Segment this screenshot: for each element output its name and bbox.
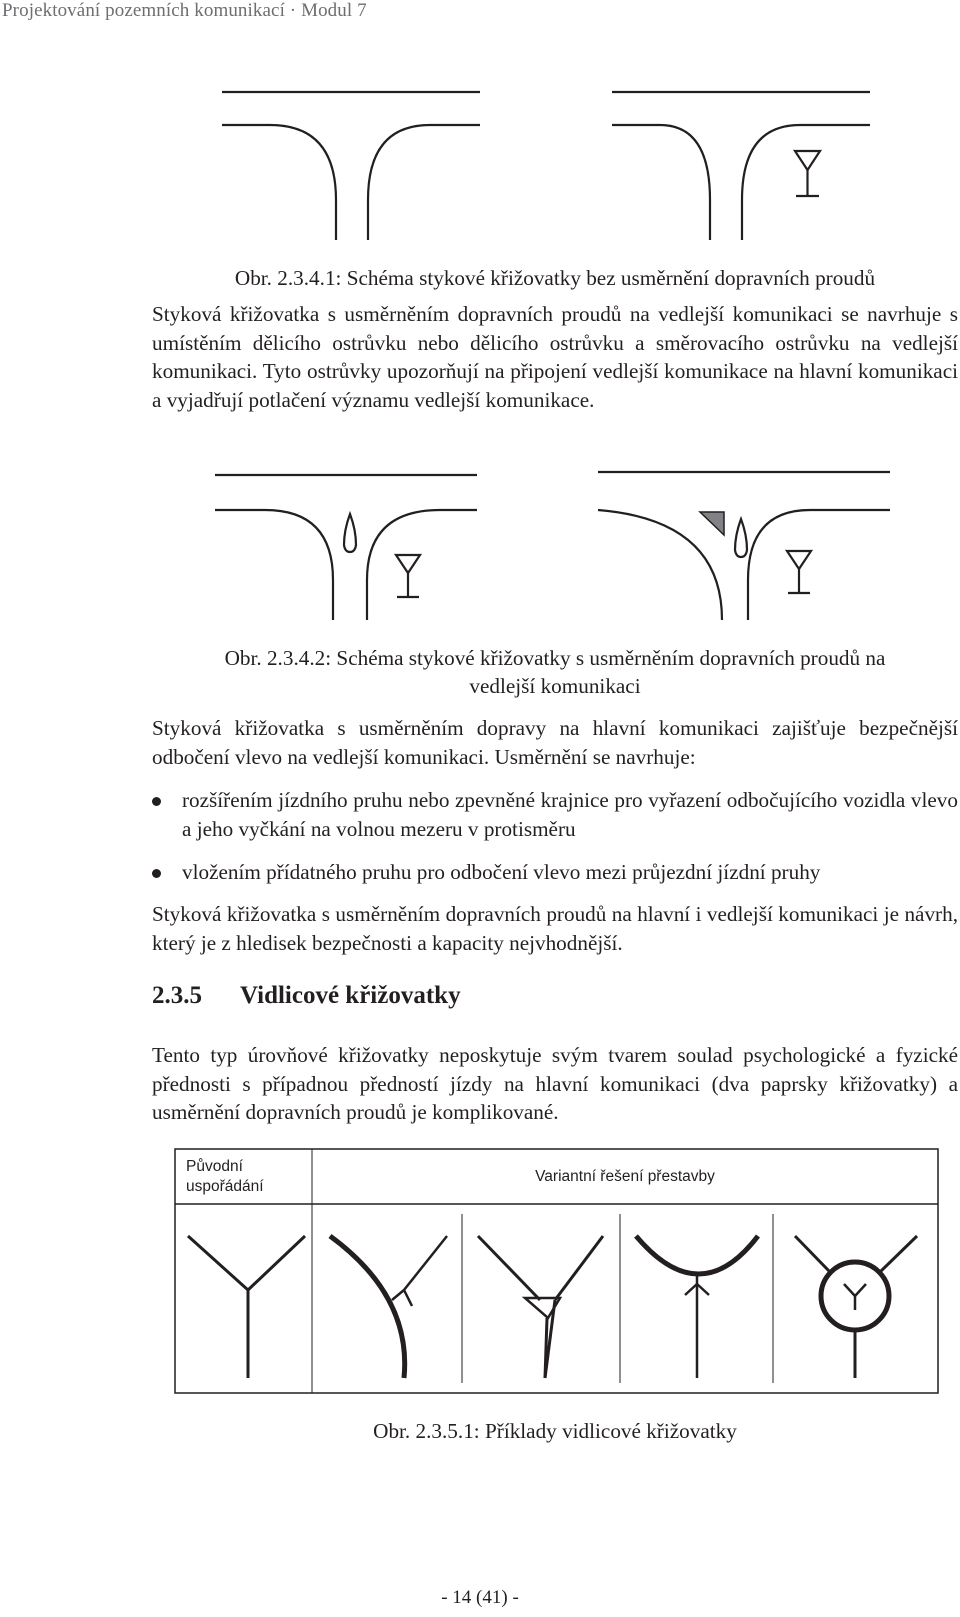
fig2-caption-line1: Obr. 2.3.4.2: Schéma stykové křižovatky s usměrněním dopravních proudů na bbox=[224, 646, 886, 670]
fig3-label-original-line1: Původní bbox=[186, 1158, 243, 1175]
fig3-caption: Obr. 2.3.5.1: Příklady vidlicové křižovatky bbox=[373, 1419, 737, 1443]
paragraph-2: Styková křižovatka s usměrněním dopravy na hlavní komunikaci zajišťuje bezpečnější odbočení vlevo na vedlejší komunikaci. Usměrnění se navrhuje: bbox=[152, 716, 958, 769]
paragraph-1: Styková křižovatka s usměrněním dopravních proudů na vedlejší komunikaci se navrhuje s umístěním dělicího ostrůvku nebo dělicího ostrůvku a směrovacího ostrůvku na vedlejší komunikaci. Tyto ostrůvky upozorňují na připojení vedlejší komunikace na hlavní komunikaci a vyjadřují potlačení významu vedlejší komunikace. bbox=[152, 302, 958, 412]
bullet-item bbox=[152, 786, 958, 843]
fig3-label-original-line2: uspořádání bbox=[186, 1178, 264, 1195]
paragraph-4: Tento typ úrovňové křižovatky neposkytuje svým tvarem soulad psychologické a fyzické přednosti s případnou předností jízdy na hlavní komunikaci (dva paprsky křižovatky) a usměrnění dopravních proudů je komplikované. bbox=[152, 1043, 958, 1124]
bullet-text: vložením přídatného pruhu pro odbočení vlevo mezi průjezdní jízdní pruhy bbox=[182, 860, 821, 884]
page-number: - 14 (41) - bbox=[441, 1587, 519, 1608]
bullet-dot-icon bbox=[152, 797, 161, 806]
bullet-text: rozšířením jízdního pruhu nebo zpevněné krajnice pro vyřazení odbočujícího vozidla vlevo a jeho vyčkání na volnou mezeru v protisměru bbox=[182, 788, 958, 841]
bullet-dot-icon bbox=[152, 869, 161, 878]
section-number: 2.3.5 bbox=[152, 982, 202, 1009]
fig1-caption: Obr. 2.3.4.1: Schéma stykové křižovatky bez usměrnění dopravních proudů bbox=[234, 266, 876, 290]
bullet-item bbox=[152, 858, 958, 887]
section-heading bbox=[152, 982, 461, 1010]
fig3-label-variants: Variantní řešení přestavby bbox=[535, 1168, 715, 1185]
fig3-label-original bbox=[186, 1157, 264, 1197]
paragraph-3: Styková křižovatka s usměrněním dopravních proudů na hlavní i vedlejší komunikaci je návrh, který je z hledisek bezpečnosti a kapacity nejvhodnější. bbox=[152, 902, 958, 955]
fig2-caption-line2: vedlejší komunikaci bbox=[469, 674, 641, 698]
page-header: Projektování pozemních komunikací · Modul 7 bbox=[2, 0, 367, 21]
section-title: Vidlicové křižovatky bbox=[240, 982, 461, 1009]
